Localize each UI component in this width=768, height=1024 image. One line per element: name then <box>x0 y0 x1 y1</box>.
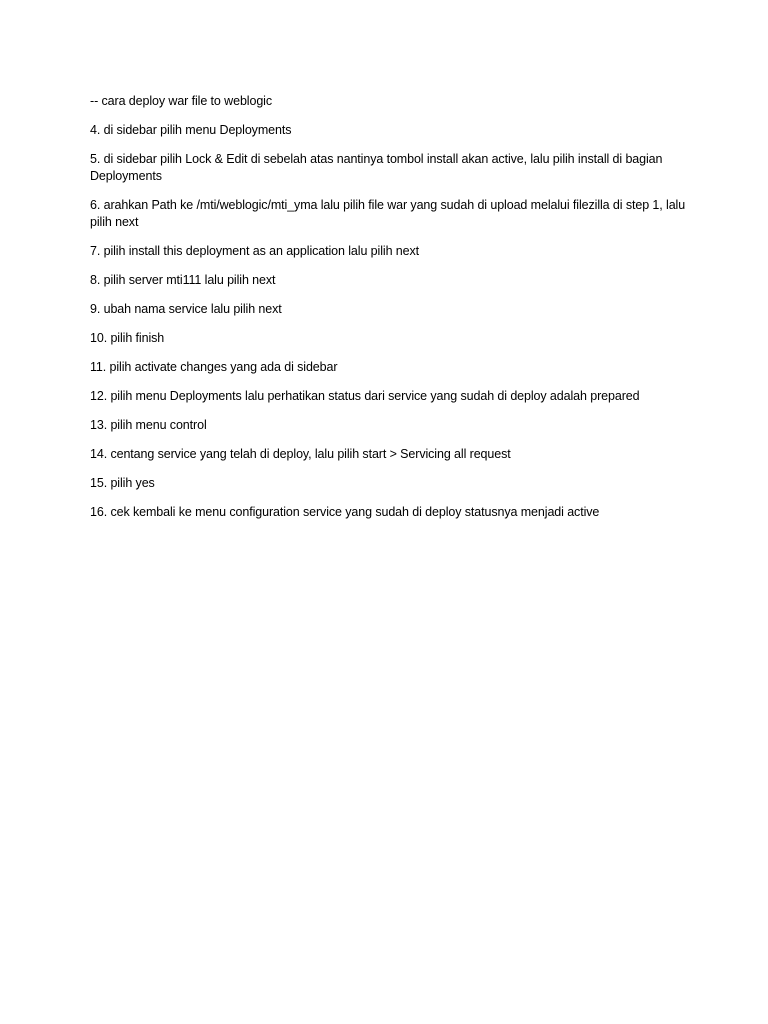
step-10: 10. pilih finish <box>90 331 165 345</box>
step-15: 15. pilih yes <box>90 476 155 490</box>
step-8: 8. pilih server mti111 lalu pilih next <box>90 273 276 287</box>
step-12: 12. pilih menu Deployments lalu perhatikan status dari service yang sudah di deploy adalah prepared <box>90 389 640 403</box>
step-9: 9. ubah nama service lalu pilih next <box>90 302 282 316</box>
step-5: 5. di sidebar pilih Lock & Edit di sebelah atas nantinya tombol install akan active, lalu pilih install di bagian Deployments <box>90 152 663 183</box>
step-11: 11. pilih activate changes yang ada di sidebar <box>90 360 338 374</box>
document-heading: -- cara deploy war file to weblogic <box>90 94 272 108</box>
document-body <box>90 93 690 533</box>
step-16: 16. cek kembali ke menu configuration service yang sudah di deploy statusnya menjadi active <box>90 505 600 519</box>
step-7: 7. pilih install this deployment as an application lalu pilih next <box>90 244 420 258</box>
step-14: 14. centang service yang telah di deploy, lalu pilih start > Servicing all request <box>90 447 511 461</box>
step-6: 6. arahkan Path ke /mti/weblogic/mti_yma lalu pilih file war yang sudah di upload melalui filezilla di step 1, lalu pilih next <box>90 198 686 229</box>
step-4: 4. di sidebar pilih menu Deployments <box>90 123 292 137</box>
step-13: 13. pilih menu control <box>90 418 207 432</box>
